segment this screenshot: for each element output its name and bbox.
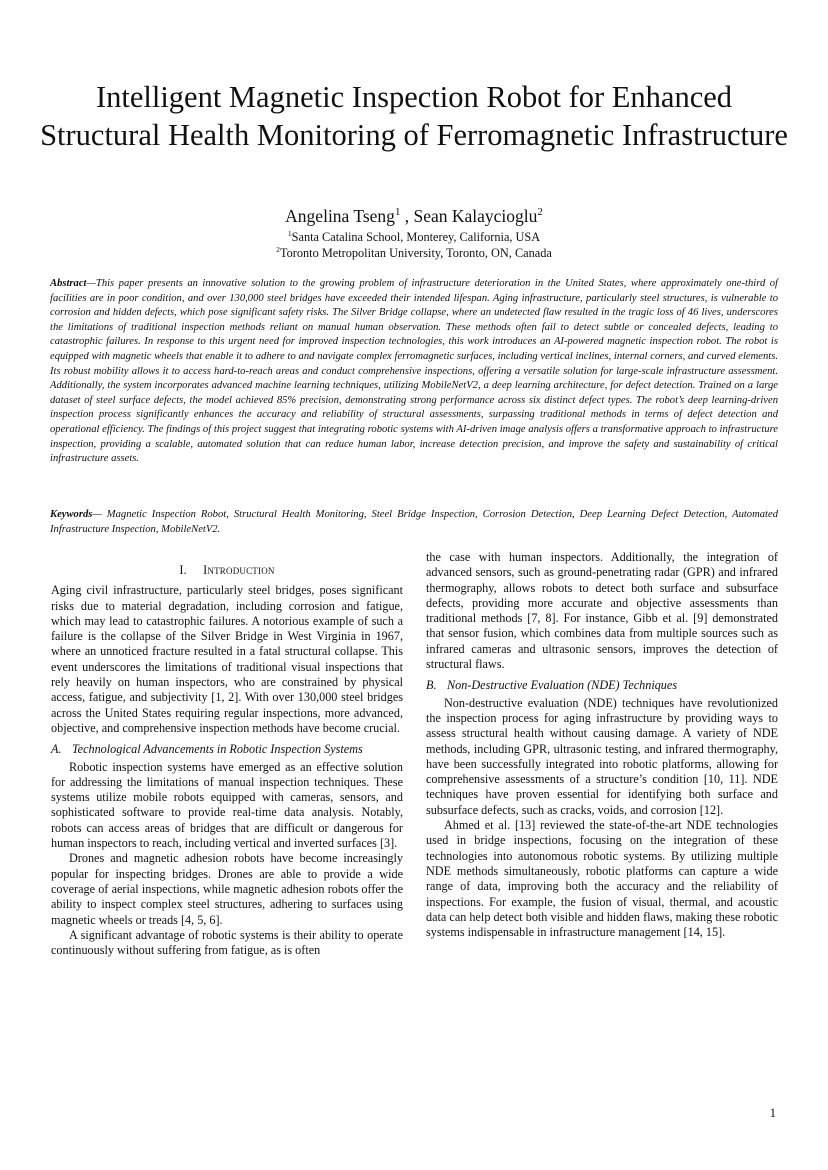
keywords-label: Keywords	[50, 509, 93, 520]
affiliation-mark: 1	[287, 228, 292, 238]
abstract	[50, 277, 778, 467]
left-column	[51, 550, 403, 958]
section-number: I.	[179, 563, 187, 577]
subsection-label: B.	[426, 678, 437, 693]
section-heading	[51, 563, 403, 578]
affiliation	[0, 246, 828, 261]
affiliation-text: Toronto Metropolitan University, Toronto, ON, Canada	[279, 246, 552, 260]
keywords-dash: —	[92, 509, 107, 520]
author-affil-mark: 1	[394, 206, 401, 219]
subsection-title: Technological Advancements in Robotic Inspection Systems	[72, 742, 363, 757]
body-paragraph: Drones and magnetic adhesion robots have become increasingly popular for inspecting bridges. Drones are able to provide a wide coverage of aerial inspections, while magnetic adhesion robots offer the ability to inspect complex steel structures, adhering to surfaces using magnetic wheels or treads [4, 5, 6].	[51, 851, 403, 927]
affiliation-text: Santa Catalina School, Monterey, California, USA	[291, 230, 541, 244]
intro-paragraph: Aging civil infrastructure, particularly steel bridges, poses significant risks due to material degradation, including corrosion and fatigue, which may lead to catastrophic failures. A notorious example of such a failure is the collapse of the Silver Bridge in West Virginia in 1967, where an unnoticed fracture resulted in a fatal structural collapse. This event underscores the limitations of traditional visual inspections that rely heavily on human inspectors, who are constrained by physical access, fatigue, and subjectivity [1, 2]. With over 130,000 steel bridges across the United States requiring regular inspections, more advanced, objective, and comprehensive inspection methods have become crucial.	[51, 583, 403, 735]
author-name: Sean Kalaycioglu	[413, 206, 538, 226]
author-affil-mark: 2	[537, 206, 543, 219]
affiliation-mark: 2	[276, 244, 280, 254]
subsection-heading	[51, 742, 403, 757]
section-title: Introduction	[203, 563, 275, 577]
keywords-text: Magnetic Inspection Robot, Structural Health Monitoring, Steel Bridge Inspection, Corrosion Detection, Deep Learning Defect Detection, Automated Infrastructure Inspection, MobileNetV2.	[50, 509, 778, 535]
abstract-label: Abstract	[50, 278, 87, 289]
abstract-text: This paper presents an innovative solution to the growing problem of infrastructure deterioration in the United States, where approximately one-third of facilities are in poor condition, and over 130,000 steel bridges have exceeded their intended lifespan. Aging infrastructure, particularly steel structures, is vulnerable to corrosion and hidden defects, which pose significant safety risks. The Silver Bridge collapse, where an undetected flaw resulted in the tragic loss of 46 lives, underscores the limitations of traditional inspection methods reliant on manual human observation. These methods often fail to detect subtle or concealed defects, leading to catastrophic failures. In response to this urgent need for improved inspection technologies, this work introduces an AI-powered magnetic inspection robot. The robot is equipped with magnetic wheels that enable it to adhere to and navigate complex ferromagnetic surfaces, including vertical inclines, internal corners, and curved elements. Its robust mobility allows it to access hard-to-reach areas and conduct comprehensive inspections, offering a versatile solution for large-scale infrastructure assessment. Additionally, the system incorporates advanced machine learning techniques, utilizing MobileNetV2, a deep learning architecture, for defect detection. Trained on a large dataset of steel surface defects, the model achieved 85% precision, demonstrating strong performance across six distinct defect types. The robot’s deep learning-driven inspection process significantly enhances the accuracy and reliability of structural assessments, surpassing traditional methods in terms of defect detection and operational efficiency. The findings of this project suggest that integrating robotic systems with AI-driven image analysis offers a transformative approach to infrastructure inspection, providing a scalable, automated solution that can reduce human labor, increase detection precision, and improve the safety and sustainability of critical infrastructure assets.	[50, 278, 778, 465]
right-column	[426, 550, 778, 940]
keywords	[50, 508, 778, 537]
page-number: 1	[769, 1106, 776, 1120]
body-paragraph: Ahmed et al. [13] reviewed the state-of-the-art NDE technologies used in bridge inspections, focusing on the integration of these technologies into autonomous robotic systems. By utilizing multiple NDE methods simultaneously, robotic platforms can capture a wide range of data, improving both the accuracy and the reliability of inspections. For example, the fusion of visual, thermal, and acoustic data can help detect both visible and hidden flaws, making these robotic systems indispensable in infrastructure management [14, 15].	[426, 818, 778, 940]
author-separator: ,	[400, 206, 414, 226]
author-line	[0, 206, 828, 227]
author-name: Angelina Tseng	[285, 206, 395, 226]
subsection-heading	[426, 678, 778, 693]
paper-title: Intelligent Magnetic Inspection Robot for Enhanced Structural Health Monitoring of Ferromagnetic Infrastructure	[40, 80, 788, 152]
body-paragraph: Robotic inspection systems have emerged as an effective solution for addressing the limitations of manual inspection techniques. These systems utilize mobile robots equipped with cameras, sensors, and sophisticated software to provide real-time data analysis. Notably, robots can access areas of bridges that are difficult or dangerous for human inspectors to reach, including vertical and inverted surfaces [3].	[51, 759, 403, 851]
abstract-dash: —	[86, 278, 96, 289]
body-paragraph-continued: the case with human inspectors. Additionally, the integration of advanced sensors, such as ground-penetrating radar (GPR) and infrared thermography, allows robots to detect both surface and subsurface defects, providing more accurate and objective assessments than traditional methods [7, 8]. For instance, Gibb et al. [9] demonstrated that sensor fusion, which combines data from multiple sources such as infrared cameras and ultrasonic sensors, improves the detection of structural flaws.	[426, 550, 778, 672]
subsection-title: Non-Destructive Evaluation (NDE) Techniques	[447, 678, 678, 693]
affiliation	[0, 230, 828, 245]
body-paragraph: A significant advantage of robotic systems is their ability to operate continuously without suffering from fatigue, as is often	[51, 927, 403, 958]
subsection-label: A.	[51, 742, 62, 757]
body-paragraph: Non-destructive evaluation (NDE) techniques have revolutionized the inspection process for aging infrastructure by providing ways to assess structural health without causing damage. A variety of NDE methods, including GPR, ultrasonic testing, and infrared thermography, have been successfully integrated into robotic platforms, allowing for comprehensive assessments of a structure’s condition [10, 11]. NDE techniques have proven essential for identifying both surface and subsurface defects, such as cracks, voids, and corrosion [12].	[426, 695, 778, 817]
